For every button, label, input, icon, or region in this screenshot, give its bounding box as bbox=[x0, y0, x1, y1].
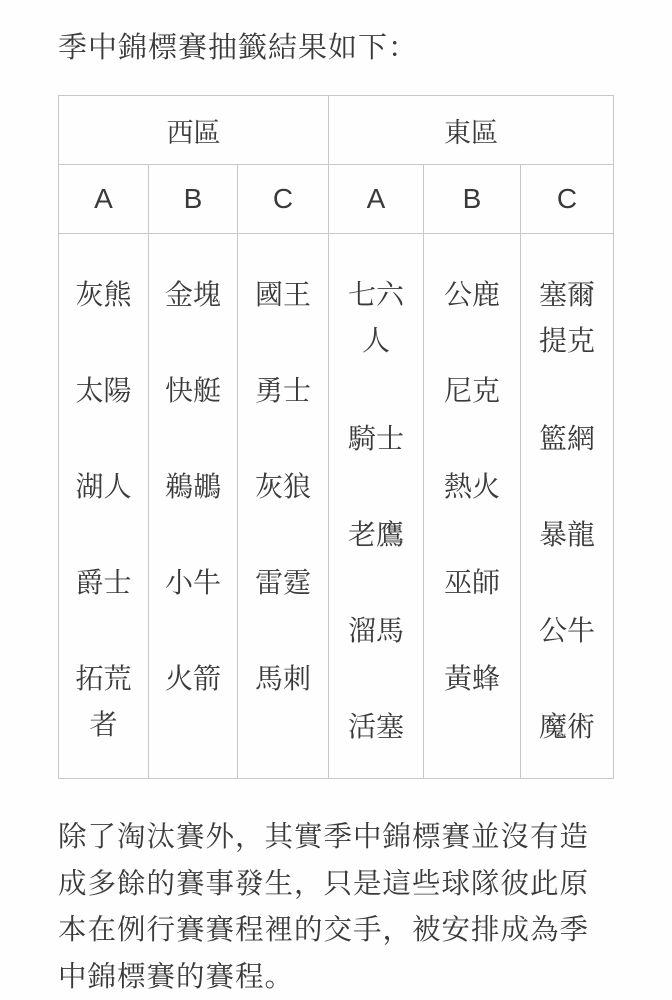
team-column-east-b bbox=[424, 234, 521, 779]
team-name: 國王 bbox=[255, 278, 312, 311]
team-column-west-c bbox=[238, 234, 329, 779]
outro-paragraph: 除了淘汰賽外，其實季中錦標賽並沒有造成多餘的賽事發生，只是這些球隊彼此原本在例行賽賽程裡的交手，被安排成為季中錦標賽的賽程。 bbox=[58, 820, 590, 993]
team-name: 鵜鶘 bbox=[164, 470, 221, 503]
team-name: 溜馬 bbox=[348, 614, 405, 647]
team-name: 火箭 bbox=[164, 662, 221, 695]
team-name: 雷霆 bbox=[255, 566, 312, 599]
group-header-east-b: B bbox=[424, 165, 521, 234]
region-west-header: 西區 bbox=[59, 96, 329, 165]
region-header-row bbox=[59, 96, 614, 165]
team-name: 七六人 bbox=[348, 278, 405, 357]
draw-table bbox=[58, 95, 614, 779]
team-name: 暴龍 bbox=[539, 518, 596, 551]
team-name: 公鹿 bbox=[444, 278, 501, 311]
team-name: 太陽 bbox=[75, 374, 132, 407]
team-column-west-a bbox=[59, 234, 149, 779]
team-name: 灰狼 bbox=[255, 470, 312, 503]
team-name: 公牛 bbox=[539, 614, 596, 647]
team-name: 活塞 bbox=[348, 710, 405, 743]
team-name: 金塊 bbox=[164, 278, 221, 311]
team-name: 熱火 bbox=[444, 470, 501, 503]
team-name: 塞爾提克 bbox=[539, 278, 596, 357]
team-name: 尼克 bbox=[444, 374, 501, 407]
team-name: 爵士 bbox=[75, 566, 132, 599]
group-header-west-c: C bbox=[238, 165, 329, 234]
group-header-east-c: C bbox=[521, 165, 614, 234]
team-name: 拓荒者 bbox=[75, 662, 132, 741]
team-name: 黃蜂 bbox=[444, 662, 501, 695]
team-column-west-b bbox=[149, 234, 238, 779]
team-name: 湖人 bbox=[75, 470, 132, 503]
team-name: 小牛 bbox=[164, 566, 221, 599]
region-east-header: 東區 bbox=[329, 96, 614, 165]
team-column-east-c bbox=[521, 234, 614, 779]
teams-row bbox=[59, 234, 614, 779]
team-name: 灰熊 bbox=[75, 278, 132, 311]
group-header-row bbox=[59, 165, 614, 234]
team-name: 勇士 bbox=[255, 374, 312, 407]
intro-text: 季中錦標賽抽籤結果如下： bbox=[58, 30, 419, 64]
team-name: 快艇 bbox=[164, 374, 221, 407]
team-column-east-a bbox=[329, 234, 424, 779]
team-name: 籃網 bbox=[539, 422, 596, 455]
team-name: 老鷹 bbox=[348, 518, 405, 551]
team-name: 馬刺 bbox=[255, 662, 312, 695]
team-name: 魔術 bbox=[539, 710, 596, 743]
team-name: 巫師 bbox=[444, 566, 501, 599]
group-header-east-a: A bbox=[329, 165, 424, 234]
team-name: 騎士 bbox=[348, 422, 405, 455]
group-header-west-b: B bbox=[149, 165, 238, 234]
group-header-west-a: A bbox=[59, 165, 149, 234]
